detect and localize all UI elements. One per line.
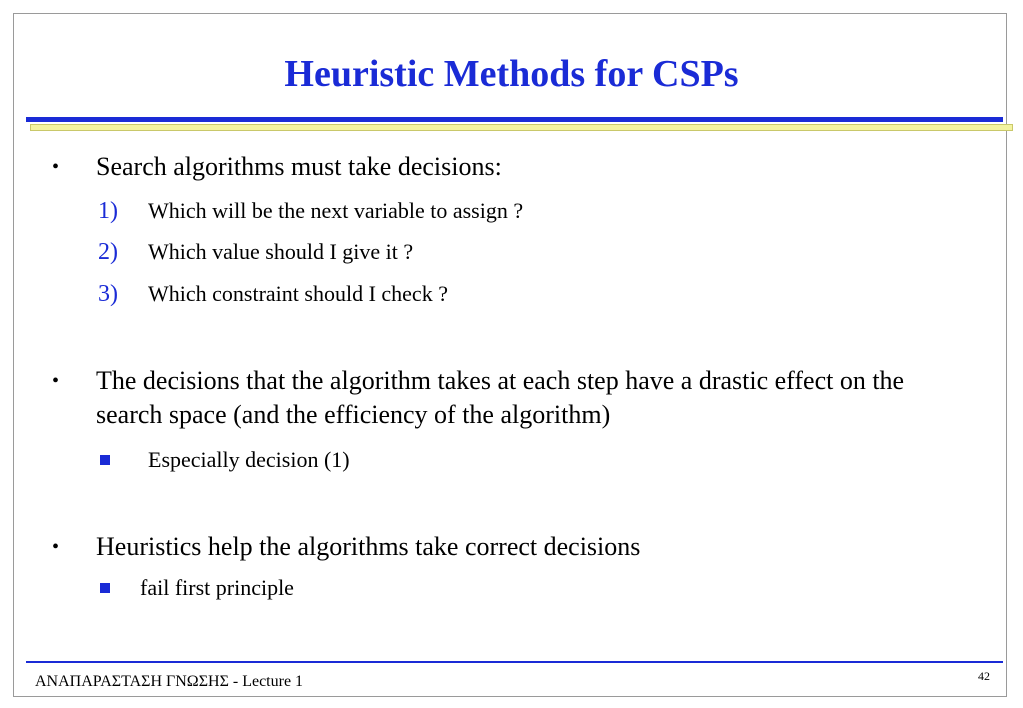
sub-item-text: Especially decision (1) xyxy=(148,447,350,472)
numbered-item-text: Which constraint should I check ? xyxy=(148,281,448,306)
number-label: 3) xyxy=(98,281,118,307)
title-rule-blue xyxy=(26,117,1003,122)
sub-item-text: fail first principle xyxy=(140,575,294,600)
title-rule-yellow xyxy=(30,124,1013,131)
sub-item xyxy=(100,445,350,475)
bullet-text: Heuristics help the algorithms take correct decisions xyxy=(96,532,641,561)
slide-title: Heuristic Methods for CSPs xyxy=(284,53,739,95)
footer-rule xyxy=(26,661,1003,663)
numbered-item-text: Which value should I give it ? xyxy=(148,239,414,264)
sub-item xyxy=(100,573,294,603)
square-bullet-icon xyxy=(100,583,110,593)
square-bullet-icon xyxy=(100,455,110,465)
bullet-dot-icon: • xyxy=(52,370,60,392)
number-label: 2) xyxy=(98,239,118,265)
numbered-item-text: Which will be the next variable to assign ? xyxy=(148,198,524,223)
bullet-dot-icon: • xyxy=(52,156,60,178)
bullet-text: Search algorithms must take decisions: xyxy=(96,152,502,181)
numbered-item xyxy=(98,196,523,226)
numbered-item xyxy=(98,279,448,309)
page-number: 42 xyxy=(978,669,990,683)
bullet-text: The decisions that the algorithm takes at each step have a drastic effect on the search space (and the efficiency of the algorithm) xyxy=(96,366,905,429)
numbered-item xyxy=(98,237,413,267)
footer-course-title: ΑΝΑΠΑΡΑΣΤΑΣΗ ΓΝΩΣΗΣ - Lecture 1 xyxy=(35,673,304,690)
number-label: 1) xyxy=(98,198,118,224)
bullet-dot-icon: • xyxy=(52,536,60,558)
